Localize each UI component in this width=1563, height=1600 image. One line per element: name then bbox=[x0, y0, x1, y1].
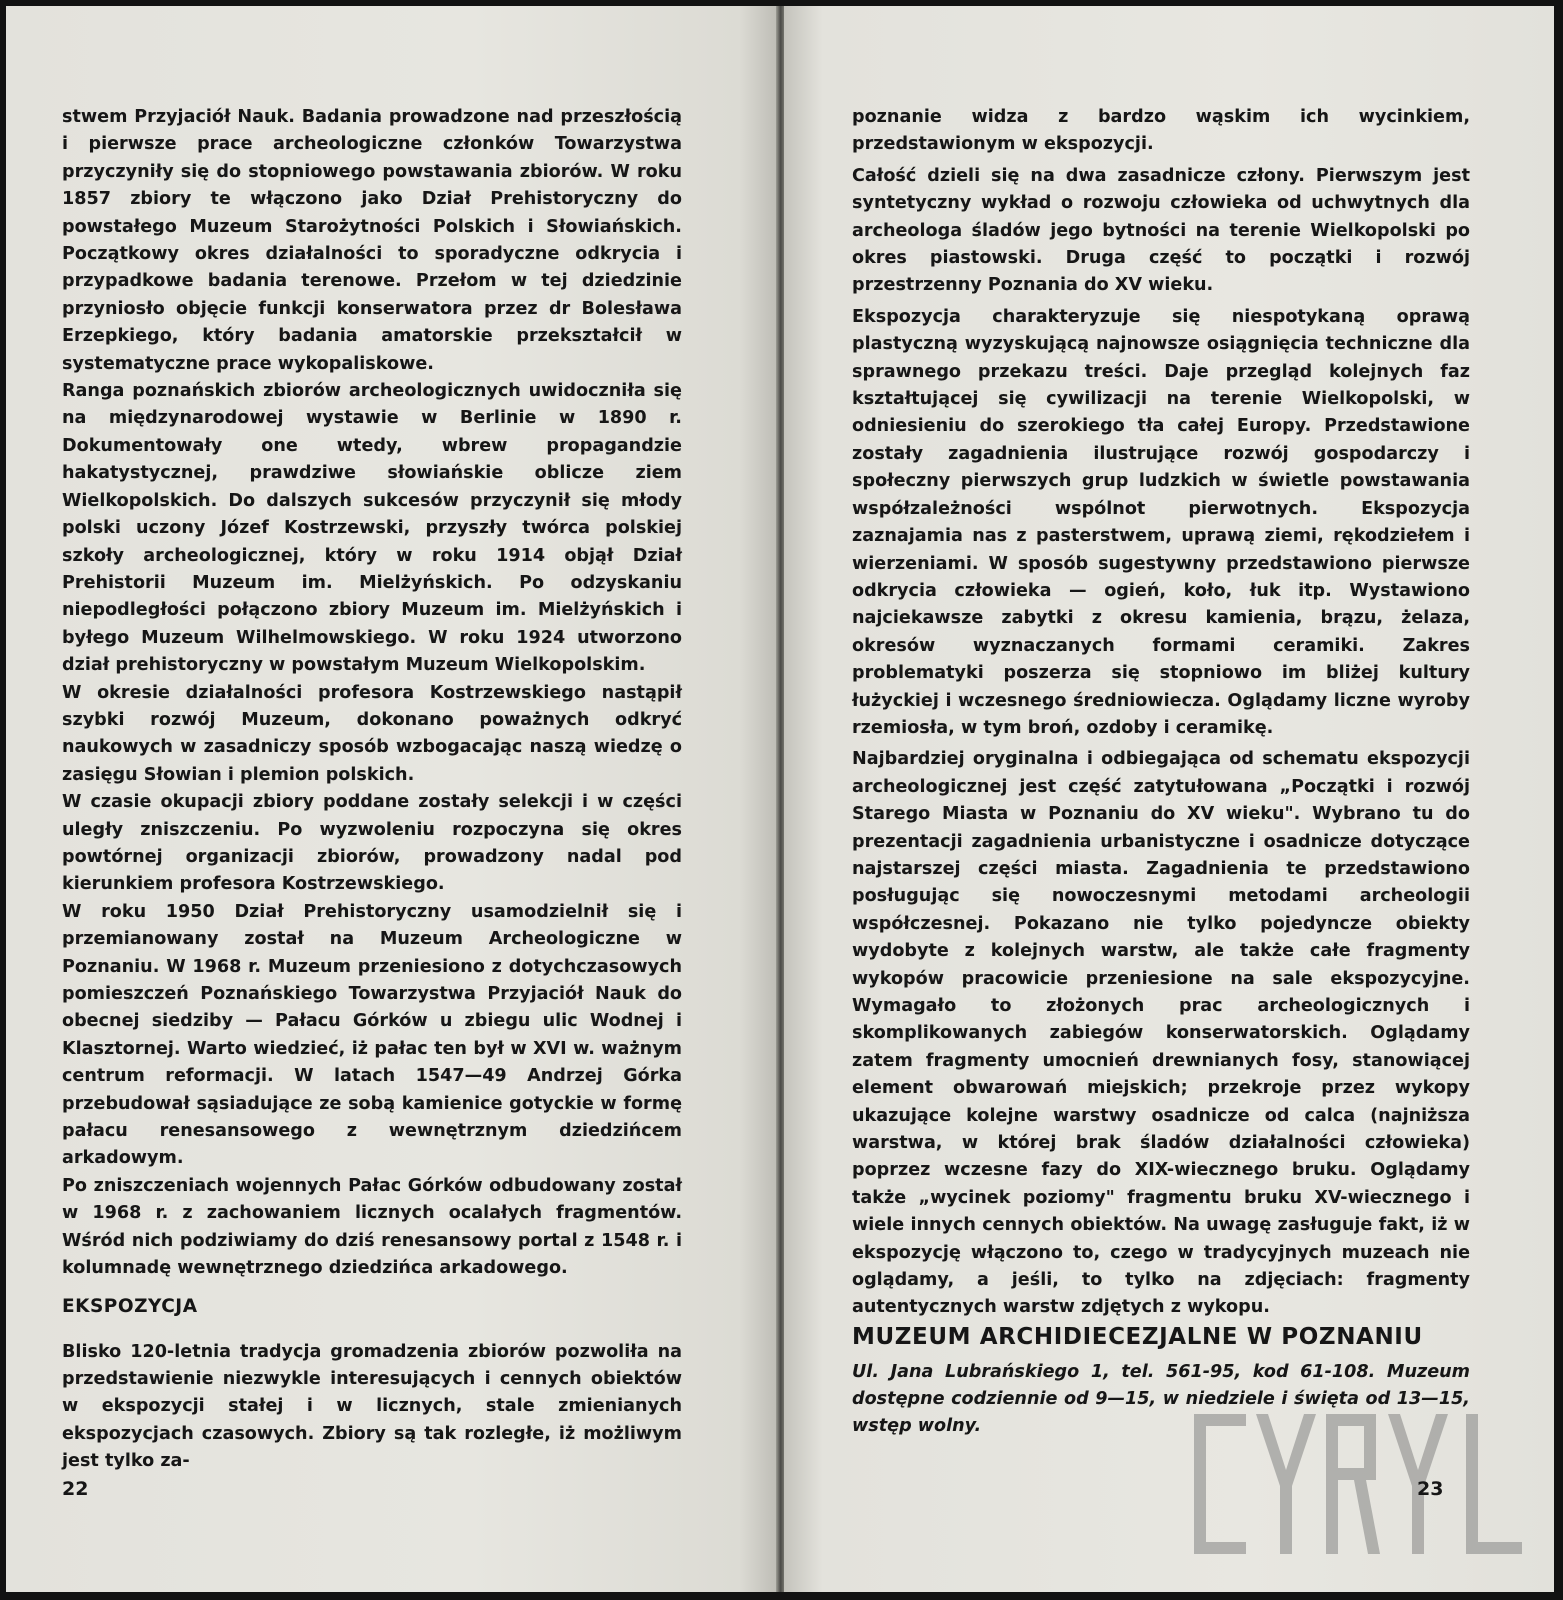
paragraph: W czasie okupacji zbiory poddane zostały selekcji i w części uległy zniszczeniu. Po wyzwoleniu rozpoczyna się okres powtórnej organizacji zbiorów, prowadzony nadal pod kierunkiem profesora Kostrzewskiego. bbox=[62, 792, 682, 895]
paragraph: W roku 1950 Dział Prehistoryczny usamodzielnił się i przemianowany został na Muzeum Archeologiczne w Poznaniu. W 1968 r. Muzeum przeniesiono z dotychczasowych pomieszczeń Poznańskiego Towarzystwa Przyjaciół Nauk do obecnej siedziby — Pałacu Górków u zbiegu ulic Wodnej i Klasztornej. Warto wiedzieć, iż pałac ten był w XVI w. ważnym centrum reformacji. W latach 1547—49 Andrzej Górka przebudował sąsiadujące ze sobą kamienice gotyckie w formę pałacu renesansowego z wewnętrznym dziedzińcem arkadowym. bbox=[62, 901, 682, 1169]
paragraph: Ranga poznańskich zbiorów archeologicznych uwidoczniła się na międzynarodowej wystawie w Berlinie w 1890 r. Dokumentowały one wtedy, wbrew propagandzie hakatystycznej, prawdziwe słowiańskie oblicze ziem Wielkopolskich. Do dalszych sukcesów przyczynił się młody polski uczony Józef Kostrzewski, przyszły twórca polskiej szkoły archeologicznej, który w roku 1914 objął Dział Prehistorii Muzeum im. Mielżyńskich. Po odzyskaniu niepodległości połączono zbiory Muzeum im. Mielżyńskich i byłego Muzeum Wilhelmowskiego. W roku 1924 utworzono dział prehistoryczny w powstałym Muzeum Wielkopolskim. bbox=[62, 381, 682, 676]
book-spread bbox=[6, 6, 1554, 1592]
paragraph: Całość dzieli się na dwa zasadnicze człony. Pierwszym jest syntetyczny wykład o rozwoju człowieka od uchwytnych dla archeologa śladów jego bytności na terenie Wielkopolski po okres piastowski. Druga część to początki i rozwój przestrzenny Poznania do XV wieku. bbox=[852, 165, 1470, 296]
right-page bbox=[784, 6, 1554, 1592]
paragraph: poznanie widza z bardzo wąskim ich wycinkiem, przedstawionym w ekspozycji. bbox=[852, 107, 1470, 155]
page-number: 23 bbox=[1417, 1478, 1444, 1500]
left-page-body bbox=[62, 104, 682, 1282]
paragraph: stwem Przyjaciół Nauk. Badania prowadzone nad przeszłością i pierwsze prace archeologiczne członków Towarzystwa przyczyniły się do stopniowego powstawania zbiorów. W roku 1857 zbiory te włączono jako Dział Prehistoryczny do powstałego Muzeum Starożytności Polskich i Słowiańskich. Początkowy okres działalności to sporadyczne odkrycia i przypadkowe badania terenowe. Przełom w tej dziedzinie przyniosło objęcie funkcji konserwatora przez dr Bolesława Erzepkiego, który badania amatorskie przekształcił w systematyczne prace wykopaliskowe. bbox=[62, 107, 682, 374]
paragraph: Po zniszczeniach wojennych Pałac Górków odbudowany został w 1968 r. z zachowaniem licznych ocalałych fragmentów. Wśród nich podziwiamy do dziś renesansowy portal z 1548 r. i kolumnadę wewnętrznego dziedzińca arkadowego. bbox=[62, 1175, 682, 1279]
left-page bbox=[6, 6, 778, 1592]
paragraph: W okresie działalności profesora Kostrzewskiego nastąpił szybki rozwój Muzeum, dokonano poważnych odkryć naukowych w zasadniczy sposób wzbogacając naszą wiedzę o zasięgu Słowian i plemion polskich. bbox=[62, 682, 682, 785]
paragraph: Ekspozycja charakteryzuje się niespotykaną oprawą plastyczną wyzyskującą najnowsze osiągnięcia techniczne dla sprawnego przekazu treści. Daje przegląd kolejnych faz kształtującej się cywilizacji na terenie Wielkopolski, w odniesieniu do szerokiego tła całej Europy. Przedstawione zostały zagadnienia ilustrujące rozwój gospodarczy i społeczny pierwszych grup ludzkich w świetle powstawania współzależności wspólnot pierwotnych. Ekspozycja zaznajamia nas z pasterstwem, uprawą ziemi, rękodziełem i wierzeniami. W sposób sugestywny przedstawiono pierwsze odkrycia człowieka — ogień, koło, łuk itp. Wystawiono najciekawsze zabytki z okresu kamienia, brązu, żelaza, okresów wyznaczanych formami ceramiki. Zakres problematyki poszerza się stopniowo im bliżej kultury łużyckiej i wczesnego średniowiecza. Oglądamy liczne wyroby rzemiosła, w tym broń, ozdoby i ceramikę. bbox=[852, 306, 1470, 738]
cyryl-watermark-logo bbox=[1194, 1414, 1534, 1574]
museum-info: Ul. Jana Lubrańskiego 1, tel. 561-95, kod 61-108. Muzeum dostępne codziennie od 9—15, w niedziele i święta od 13—15, wstęp wolny. bbox=[852, 1362, 1470, 1436]
section-heading: EKSPOZYCJA bbox=[62, 1296, 198, 1317]
section-text: Blisko 120-letnia tradycja gromadzenia zbiorów pozwoliła na przedstawienie niezwykle interesujących i cennych obiektów w ekspozycji stałej i w licznych, stale zmienianych ekspozycjach czasowych. Zbiory są tak rozległe, iż możliwym jest tylko za- bbox=[62, 1342, 682, 1471]
paragraph: Najbardziej oryginalna i odbiegająca od schematu ekspozycji archeologicznej jest część zatytułowana „Początki i rozwój Starego Miasta w Poznaniu do XV wieku". Wybrano tu do prezentacji zagadnienia urbanistyczne i osadnicze dotyczące najstarszej części miasta. Zagadnienia te przedstawiono posługując się nowoczesnymi metodami archeologii współczesnej. Pokazano nie tylko pojedyncze obiekty wydobyte z kolejnych warstw, ale także całe fragmenty wykopów pracowicie przeniesione na sale ekspozycyjne. Wymagało to złożonych prac archeologicznych i skomplikowanych zabiegów konserwatorskich. Oglądamy zatem fragmenty umocnień drewnianych fosy, stanowiącej element obwarowań miejskich; przekroje przez wykopy ukazujące kolejne warstwy osadnicze od calca (najniższa warstwa, w której brak śladów działalności człowieka) poprzez wczesne fazy do XIX-wiecznego bruku. Oglądamy także „wycinek poziomy" fragmentu bruku XV-wiecznego i wiele innych cennych obiektów. Na uwagę zasługuje fakt, iż w ekspozycję włączono to, czego w tradycyjnych muzeach nie oglądamy, a jeśli, to tylko na zdjęciach: fragmenty autentycznych warstw zdjętych z wykopu. bbox=[852, 749, 1470, 1318]
page-number: 22 bbox=[62, 1478, 89, 1500]
right-page-body bbox=[852, 104, 1470, 1326]
museum-title: MUZEUM ARCHIDIECEZJALNE W POZNANIU bbox=[852, 1324, 1423, 1350]
